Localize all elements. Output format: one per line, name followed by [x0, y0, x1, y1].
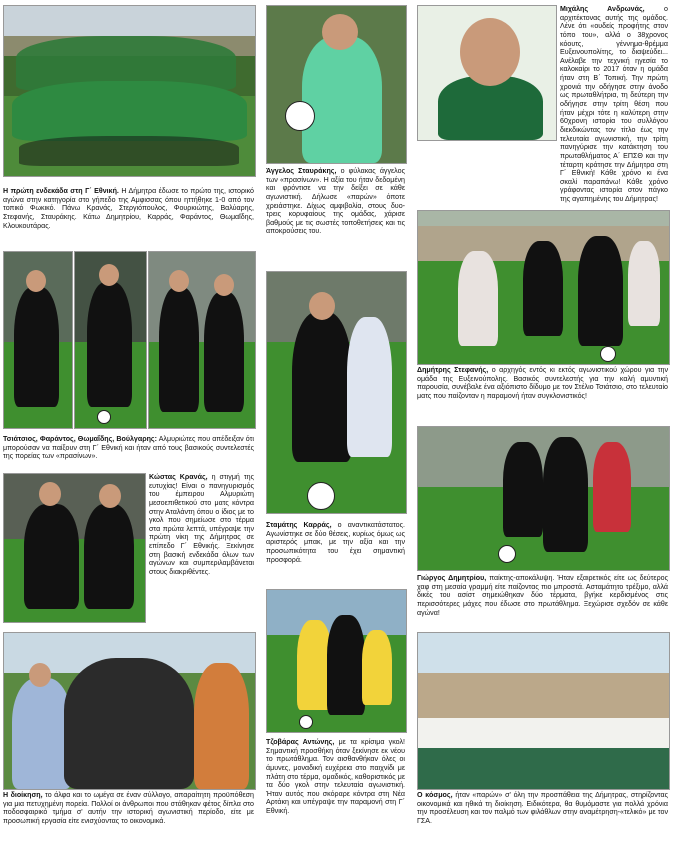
coach-caption: Μιχάλης Ανδρωνάς, ο αρχιτέκτονας αυτής της ομάδος. Λένε ότι «ουδείς προφήτης στον τόπο του», αλλά ο 38χρονος κόουτς, γέννημα-θρέμμα Ευξεινουπολίτης, το διαψεύδει... Ανέλαβε την τεχνική ηγεσία το καλοκαίρι το 2017 όταν η ομάδα ήταν στη Β΄ Τοπική. Την πρώτη χρονιά την οδήγησε στην άνοδο ως πρωταθλήτρια, τη δεύτερη την οδήγησε στην τρίτη θέση που ήταν μέχρι τότε η καλύτερη στην 60χρονη ιστορία του συλλόγου διεκδικώντας τον τίτλο έως την τελευταία αγωνιστική, την τρίτη πανηγύρισε την κατάκτηση του πρωταθλήματος Α΄ ΕΠΣΘ και την τέταρτη κράτησε την Δήμητρα στη Γ΄ Εθνική! Κάθε χρόνο κι ένα σκαλί παραπάνω! Κάθε χρόνο γράφοντας ιστορία στον πάγκο της αγαπημένης του Δήμητρας! [560, 5, 668, 204]
administration-caption: Η διοίκηση, το άλφα και το ωμέγα σε έναν σύλλογο, απαραίτητη προϋπόθεση για μια πετυχημένη πορεία. Πολλοί οι άνθρωποι που στάθηκαν φέτος δίπλα στο ποδοσφαιρικό τμήμα σ' αυτήν την ιστορική αγωνιστική περίοδο, είτε με προσωπική εργασία είτε ενισχύοντας το οικονομικά. [3, 791, 254, 825]
crowd-caption: Ο κόσμος, ήταν «παρών» σ' όλη την προσπάθεια της Δήμητρας, στηρίζοντας οικονομικά και ηθικά τη διοίκηση. Ειδικότερα, θα θυμόμαστε για πολλά χρόνια την προσέλευση και τον παλμό των φιλάθλων στην αναμέτρηση-«τελικό» με τον ΓΣΑ. [417, 791, 668, 825]
karras-photo [266, 271, 407, 514]
karras-caption: Σταμάτης Καρράς, ο αναντικατάστατος. Αγωνίστηκε σε δύο θέσεις, κυρίως όμως ως αριστερός μπακ, με την αξία και την προσωπικότητα του έχει σημαντική προσφορά. [266, 521, 405, 564]
players-photo-2 [74, 251, 147, 429]
administration-photo [3, 632, 256, 790]
crowd-photo [417, 632, 670, 790]
dimitriou-caption: Γιώργος Δημητρίου, παίκτης-αποκάλυψη. Ήταν εξαιρετικός είτε ως δεύτερος χαφ στη μεσαία γραμμή είτε παίζοντας πιο μπροστά. Ασταμάτητο τρέξιμο, αλλά δικές του ασίστ σημειώθηκαν δύο τέρματα, βγήκε κερδισμένος στις περισσότερες μάχες που έδωσε στο πρωτάθλημα. Ξεχώρισε σχεδόν σε κάθε αγώνα! [417, 574, 668, 617]
players-caption: Τσιάτσιος, Φαράντος, Θωμαΐδης, Βούλγαρης: Αλμυριώτες που απέδειξαν ότι μπορούσαν να παίξουν στη Γ΄ Εθνική και ήταν από τους βασικούς συντελεστές της πορείας των «πρασίνων». [3, 435, 254, 461]
kranas-caption: Κώστας Κρανάς, η στιγμή της ευτυχίας! Είναι ο πανηγυρισμός του έμπειρου Αλμυριώτη μεσοεπιθετικού στο ματς κόντρα στην Αταλάντη όπου ο ίδιος με το γκολ που σημείωσε στο τέρμα στα πρώτα λεπτά, υπέγραψε την πρώτη νίκη της Δήμητρας σε επίπεδο Γ΄ Εθνικής. Ξεκίνησε στη βασική ενδεκάδα όλων των αγώνων και συμπεριλαμβάνεται στους διακριθέντες. [149, 473, 254, 577]
tzovaras-photo [266, 589, 407, 733]
dimitriou-photo [417, 426, 670, 571]
team-photo [3, 5, 256, 177]
goalkeeper-photo [266, 5, 407, 164]
stefanis-caption: Δημήτρης Στεφανής, ο αρχηγός εντός κι εκτός αγωνιστικού χώρου για την ομάδα της Ευξεινούπολης. Βασικός συντελεστής για την καλή αμυντική παρουσία, συνέβαλε ένα αξιόπιστο δίδυμο με τον Στέλιο Τσιάτσιο, στο τελευταίο ματς που παίζονταν η παραμονή ήταν συγκλονιστικός! [417, 366, 668, 400]
players-photo-1 [3, 251, 73, 429]
players-photo-3 [148, 251, 256, 429]
coach-photo [417, 5, 557, 141]
stefanis-photo [417, 210, 670, 365]
kranas-photo [3, 473, 146, 623]
tzovaras-caption: Τζοβάρας Αντώνης, με τα κρίσιμα γκολ! Σημαντική προσθήκη όταν ξεκίνησε εκ νέου το πρωτάθλημα. Τον αισθανθήκαν όλες οι άμυνες, μοναδική ευχέρεια στο παιχνίδι με πλάτη στο τέρμα, ομαδικός, καθοριστικός με τα δύο γκολ στην τελευταία αγωνιστική. Ήταν αυτός που σκόραρε κόντρα στη Νέα Αρτάκη και υπέγραψε την παραμονή στη Γ΄ Εθνική. [266, 738, 405, 816]
team-caption: Η πρώτη ενδεκάδα στη Γ΄ Εθνική. Η Δήμητρα έδωσε το πρώτο της, ιστορικό αγώνα στην κατηγορία στο γήπεδο της Αμφισσας όπου ηττήθηκε 1-0 από τον τοπικό Φωκικό. Πάνω Κρανάς, Στεργιόπουλος, Φουρκιώτης, Βαλύαρης, Στεφανής, Σταυράκης. Κάτω Δημητρίου, Καρράς, Φαράντος, Θωμαΐδης, Κλουκουτάρας. [3, 187, 254, 230]
goalkeeper-caption: Άγγελος Σταυράκης, ο φύλακας άγγελος των «πρασίνων». Η αξία του ήταν δεδομένη και φρόντισε να την δείξει σε κάθε αγωνιστική. Δήλωσε «παρών» όποτε χρειάστηκε. Δίχως αμφιβολία, στους δυο-τρεις κορυφαίους της ομάδας, χάρισε βαθμούς με τις σωστές τοποθετήσεις και τις αποκρούσεις του. [266, 167, 405, 236]
